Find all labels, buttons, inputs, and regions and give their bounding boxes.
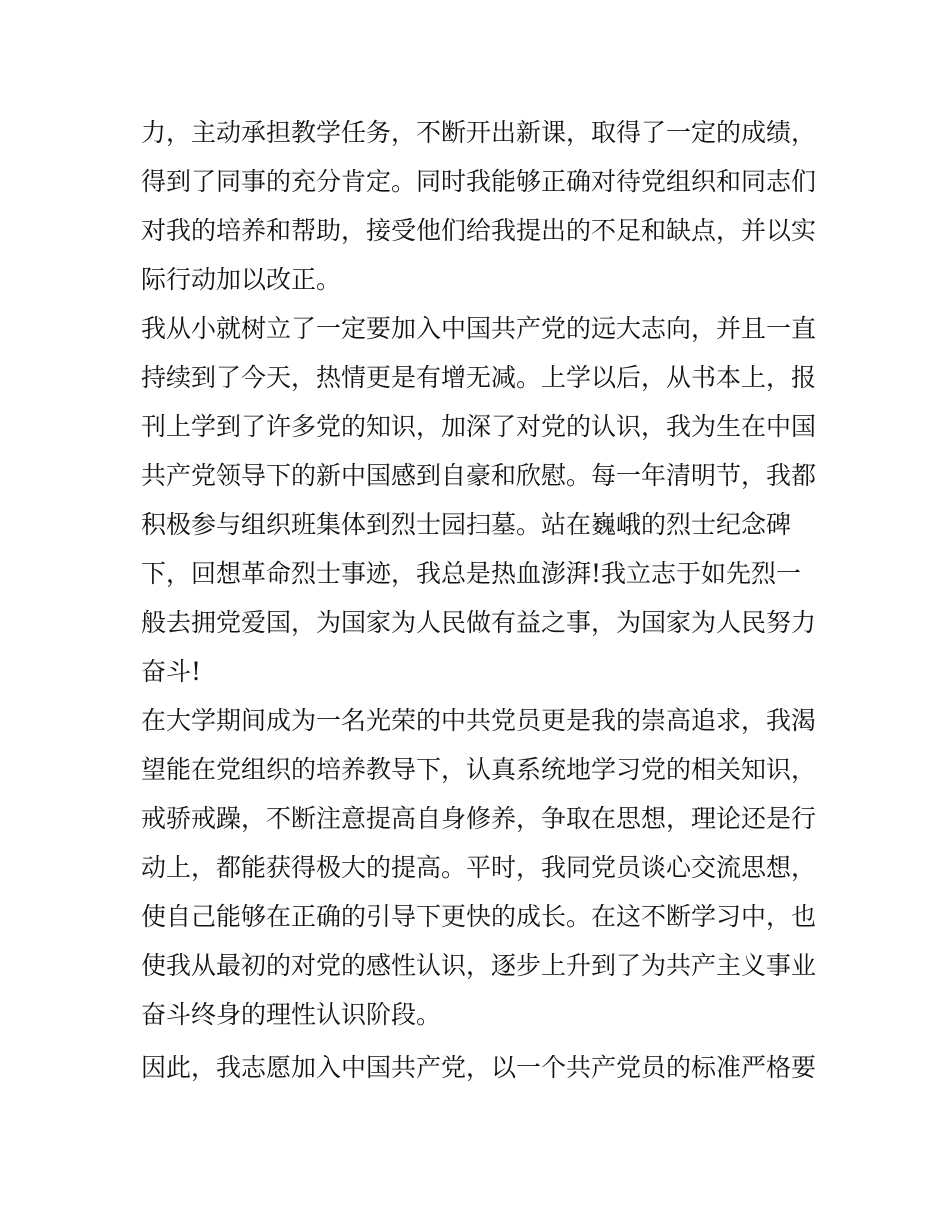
- text-line: 持续到了今天，热情更是有增无减。上学以后，从书本上，报: [141, 363, 817, 392]
- text-line: 因此，我志愿加入中国共产党，以一个共产党员的标准严格要: [141, 1053, 817, 1082]
- text-line: 共产党领导下的新中国感到自豪和欣慰。每一年清明节，我都: [141, 461, 817, 490]
- text-line: 奋斗终身的理性认识阶段。: [141, 1000, 442, 1029]
- text-line: 戒骄戒躁，不断注意提高自身修养，争取在思想，理论还是行: [141, 804, 817, 833]
- document-body: [141, 108, 821, 1092]
- text-line: 使自己能够在正确的引导下更快的成长。在这不断学习中，也: [141, 902, 817, 931]
- text-line: 际行动加以改正。: [141, 265, 342, 294]
- text-line: 动上，都能获得极大的提高。平时，我同党员谈心交流思想，: [141, 853, 817, 882]
- paragraph-3: [141, 696, 821, 1039]
- text-line: 奋斗!: [141, 657, 202, 686]
- paragraph-4: [141, 1043, 821, 1092]
- text-line: 刊上学到了许多党的知识，加深了对党的认识，我为生在中国: [141, 412, 817, 441]
- text-line: 得到了同事的充分肯定。同时我能够正确对待党组织和同志们: [141, 167, 817, 196]
- text-line: 对我的培养和帮助，接受他们给我提出的不足和缺点，并以实: [141, 216, 817, 245]
- text-line: 般去拥党爱国，为国家为人民做有益之事，为国家为人民努力: [141, 608, 817, 637]
- text-line: 我从小就树立了一定要加入中国共产党的远大志向，并且一直: [141, 314, 817, 343]
- text-line: 力，主动承担教学任务，不断开出新课，取得了一定的成绩，: [141, 118, 817, 147]
- text-line: 使我从最初的对党的感性认识，逐步上升到了为共产主义事业: [141, 951, 817, 980]
- paragraph-1: [141, 108, 821, 304]
- paragraph-2: [141, 304, 821, 696]
- text-line: 在大学期间成为一名光荣的中共党员更是我的崇高追求，我渴: [141, 706, 817, 735]
- text-line: 望能在党组织的培养教导下，认真系统地学习党的相关知识，: [141, 755, 817, 784]
- text-line: 积极参与组织班集体到烈士园扫墓。站在巍峨的烈士纪念碑: [141, 510, 792, 539]
- text-line: 下，回想革命烈士事迹，我总是热血澎湃!我立志于如先烈一: [141, 559, 802, 588]
